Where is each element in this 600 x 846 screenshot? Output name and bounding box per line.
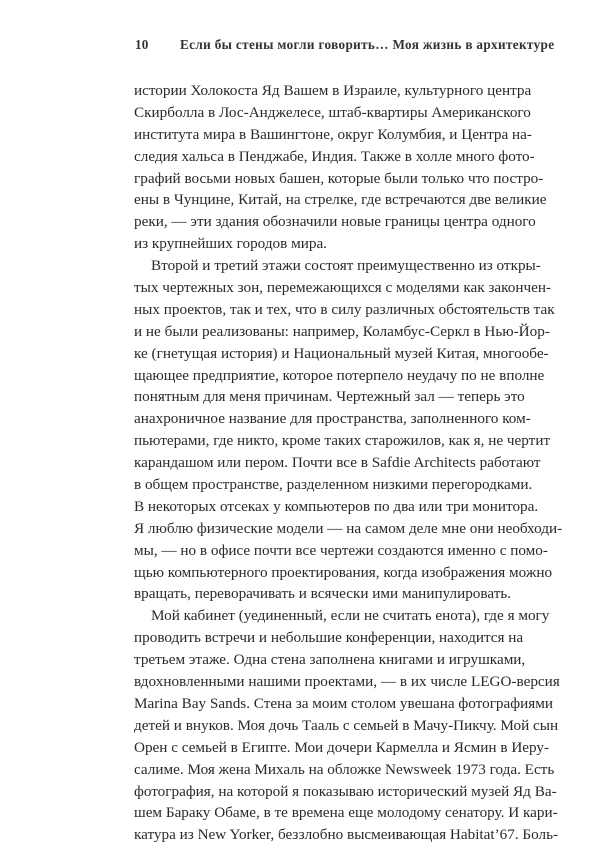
text-line: из крупнейших городов мира. (134, 235, 327, 253)
text-line: детей и внуков. Моя дочь Тааль с семьей в Мачу-Пикчу. Мой сын (134, 716, 559, 734)
text-line: мы, — но в офисе почти все чертежи создаются именно с помо- (134, 541, 548, 559)
text-line: Marina Bay Sands. Стена за моим столом увешана фотографиями (134, 694, 553, 712)
text-line: и не были реализованы: например, Коламбус-Серкл в Нью-Йор- (134, 322, 550, 340)
text-line: ены в Чунцине, Китай, на стрелке, где встречаются две великие (134, 191, 547, 209)
text-line: Мой кабинет (уединенный, если не считать енота), где я могу (151, 607, 550, 625)
text-line: института мира в Вашингтоне, округ Колумбия, и Центра на- (134, 125, 532, 143)
text-line: Скирболла в Лос-Анджелесе, штаб-квартиры Американского (134, 103, 531, 121)
paragraph-2 (134, 255, 563, 605)
text-line: вдохновленными нашими проектами, — в их числе LEGO-версия (134, 673, 560, 691)
text-line: истории Холокоста Яд Вашем в Израиле, культурного центра (134, 82, 532, 99)
text-line: Орен с семьей в Египте. Мои дочери Кармелла и Ясмин в Иеру- (134, 738, 550, 756)
paragraph-3 (134, 605, 560, 846)
text-line: понятным для меня причинам. Чертежный зал — теперь это (134, 388, 525, 406)
text-line: фотография, на которой я показываю исторический музей Яд Ва- (134, 782, 557, 800)
text-line: Я люблю физические модели — на самом деле мне они необходи- (134, 519, 563, 537)
text-line: проводить встречи и небольшие конференции, находится на (134, 629, 524, 647)
text-line: катура из New Yorker, беззлобно высмеивающая Habitat’67. Боль- (134, 826, 559, 844)
text-line: щающее предприятие, которое потерпело неудачу по не вполне (134, 366, 545, 384)
text-line: щью компьютерного проектирования, когда изображения можно (134, 563, 553, 581)
text-line: в общем пространстве, разделенном низкими перегородками. (134, 476, 533, 494)
text-line: Второй и третий этажи состоят преимущественно из откры- (151, 257, 541, 275)
text-line: салиме. Моя жена Михаль на обложке Newsweek 1973 года. Есть (134, 760, 555, 778)
body-text (134, 80, 563, 846)
text-line: В некоторых отсеках у компьютеров по два или три монитора. (134, 497, 539, 515)
text-line: графий восьми новых башен, которые были только что постро- (134, 169, 544, 187)
text-line: карандашом или пером. Почти все в Safdie Architects работают (134, 454, 541, 472)
text-line: пьютерами, где никто, кроме таких старожилов, как я, не чертит (134, 432, 551, 450)
paragraph-1 (134, 80, 547, 255)
text-line: вращать, переворачивать и всячески ими манипулировать. (134, 585, 512, 603)
text-line: третьем этаже. Одна стена заполнена книгами и игрушками, (134, 651, 526, 669)
text-line: реки, — эти здания обозначили новые границы центра одного (134, 213, 536, 231)
text-line: тых чертежных зон, перемежающихся с моделями как закончен- (134, 279, 552, 297)
text-line: ке (гнетущая история) и Национальный музей Китая, многообе- (134, 344, 549, 362)
text-line: следия хальса в Пенджабе, Индия. Также в холле много фото- (134, 147, 535, 165)
page-number: 10 (135, 37, 149, 52)
running-head-title: Если бы стены могли говорить… Моя жизнь в архитектуре (180, 37, 555, 52)
text-line: шем Бараку Обаме, в те времена еще молодому сенатору. И кари- (134, 804, 558, 822)
text-line: ных проектов, так и тех, что в силу различных обстоятельств так (134, 300, 555, 318)
running-head (134, 37, 555, 57)
text-line: анахроничное название для пространства, заполненного ком- (134, 410, 531, 428)
